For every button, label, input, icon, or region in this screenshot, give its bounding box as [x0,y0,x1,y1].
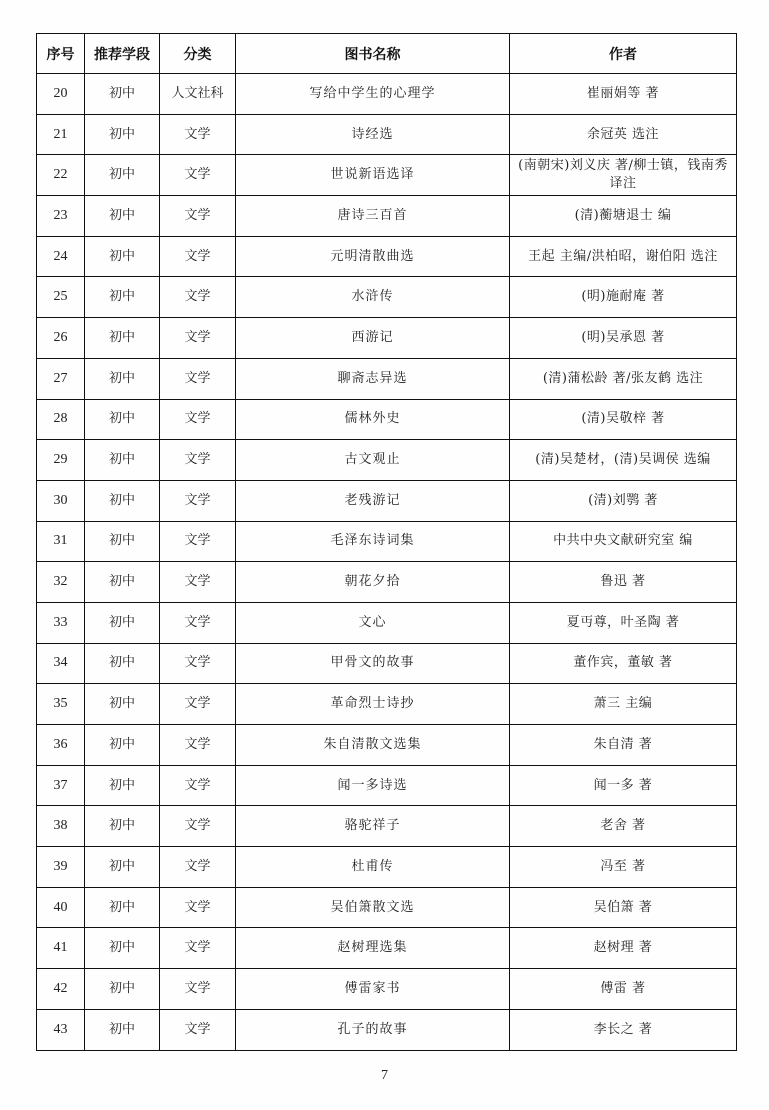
cell-author: (清)蒲松龄 著/张友鹤 选注 [510,358,737,399]
cell-stage: 初中 [85,562,160,603]
cell-book-title: 革命烈士诗抄 [236,684,510,725]
cell-number: 28 [37,399,85,440]
cell-book-title: 世说新语选译 [236,155,510,196]
cell-category: 文学 [160,114,236,155]
cell-category: 人文社科 [160,74,236,115]
cell-stage: 初中 [85,725,160,766]
cell-author: 余冠英 选注 [510,114,737,155]
cell-stage: 初中 [85,318,160,359]
cell-category: 文学 [160,969,236,1010]
cell-number: 33 [37,602,85,643]
cell-stage: 初中 [85,440,160,481]
cell-category: 文学 [160,847,236,888]
cell-category: 文学 [160,1009,236,1050]
table-row [37,74,737,115]
cell-category: 文学 [160,521,236,562]
cell-category: 文学 [160,358,236,399]
cell-author: 王起 主编/洪柏昭，谢伯阳 选注 [510,236,737,277]
cell-book-title: 文心 [236,602,510,643]
cell-category: 文学 [160,155,236,196]
table-row [37,806,737,847]
table-row [37,358,737,399]
cell-author: 崔丽娟等 著 [510,74,737,115]
cell-number: 40 [37,887,85,928]
cell-category: 文学 [160,277,236,318]
cell-number: 36 [37,725,85,766]
cell-book-title: 孔子的故事 [236,1009,510,1050]
cell-stage: 初中 [85,602,160,643]
cell-number: 26 [37,318,85,359]
cell-stage: 初中 [85,74,160,115]
cell-number: 42 [37,969,85,1010]
cell-stage: 初中 [85,1009,160,1050]
cell-book-title: 赵树理选集 [236,928,510,969]
cell-stage: 初中 [85,643,160,684]
cell-author: 董作宾，董敏 著 [510,643,737,684]
cell-author: (清)吴敬梓 著 [510,399,737,440]
cell-category: 文学 [160,196,236,237]
cell-number: 24 [37,236,85,277]
cell-book-title: 水浒传 [236,277,510,318]
cell-category: 文学 [160,765,236,806]
cell-stage: 初中 [85,277,160,318]
table-body [37,74,737,1051]
cell-book-title: 闻一多诗选 [236,765,510,806]
cell-category: 文学 [160,562,236,603]
cell-category: 文学 [160,399,236,440]
cell-number: 35 [37,684,85,725]
cell-stage: 初中 [85,847,160,888]
page-number: 7 [381,1068,388,1083]
cell-book-title: 傅雷家书 [236,969,510,1010]
table-row [37,887,737,928]
cell-stage: 初中 [85,928,160,969]
table-row [37,440,737,481]
cell-stage: 初中 [85,155,160,196]
header-title: 图书名称 [236,34,510,74]
cell-number: 23 [37,196,85,237]
cell-category: 文学 [160,643,236,684]
cell-category: 文学 [160,236,236,277]
cell-stage: 初中 [85,887,160,928]
cell-category: 文学 [160,725,236,766]
cell-number: 43 [37,1009,85,1050]
cell-book-title: 古文观止 [236,440,510,481]
cell-stage: 初中 [85,358,160,399]
table-row [37,725,737,766]
cell-number: 21 [37,114,85,155]
cell-book-title: 骆驼祥子 [236,806,510,847]
table-row [37,602,737,643]
cell-number: 27 [37,358,85,399]
table-row [37,1009,737,1050]
header-stage: 推荐学段 [85,34,160,74]
cell-stage: 初中 [85,196,160,237]
cell-book-title: 甲骨文的故事 [236,643,510,684]
cell-stage: 初中 [85,521,160,562]
header-category: 分类 [160,34,236,74]
cell-stage: 初中 [85,480,160,521]
cell-stage: 初中 [85,114,160,155]
cell-category: 文学 [160,887,236,928]
cell-author: 中共中央文献研究室 编 [510,521,737,562]
cell-category: 文学 [160,806,236,847]
cell-author: 朱自清 著 [510,725,737,766]
table-row [37,277,737,318]
cell-number: 34 [37,643,85,684]
table-row [37,847,737,888]
cell-book-title: 唐诗三百首 [236,196,510,237]
cell-number: 30 [37,480,85,521]
cell-number: 37 [37,765,85,806]
cell-book-title: 老残游记 [236,480,510,521]
cell-author: 萧三 主编 [510,684,737,725]
cell-author: 李长之 著 [510,1009,737,1050]
header-number: 序号 [37,34,85,74]
cell-author: (清)吴楚材，(清)吴调侯 选编 [510,440,737,481]
cell-number: 32 [37,562,85,603]
table-row [37,480,737,521]
cell-number: 22 [37,155,85,196]
cell-book-title: 杜甫传 [236,847,510,888]
cell-author: 夏丏尊，叶圣陶 著 [510,602,737,643]
table-row [37,114,737,155]
cell-number: 25 [37,277,85,318]
cell-author: (清)刘鹗 著 [510,480,737,521]
cell-number: 38 [37,806,85,847]
table-row [37,399,737,440]
cell-stage: 初中 [85,806,160,847]
cell-book-title: 元明清散曲选 [236,236,510,277]
cell-stage: 初中 [85,765,160,806]
cell-stage: 初中 [85,399,160,440]
cell-book-title: 吴伯箫散文选 [236,887,510,928]
cell-book-title: 朱自清散文选集 [236,725,510,766]
cell-stage: 初中 [85,236,160,277]
cell-number: 39 [37,847,85,888]
cell-stage: 初中 [85,684,160,725]
table-row [37,684,737,725]
cell-author: 吴伯箫 著 [510,887,737,928]
cell-category: 文学 [160,928,236,969]
header-author: 作者 [510,34,737,74]
cell-book-title: 写给中学生的心理学 [236,74,510,115]
cell-author: (明)吴承恩 著 [510,318,737,359]
table-row [37,562,737,603]
cell-number: 29 [37,440,85,481]
cell-author: 老舍 著 [510,806,737,847]
cell-stage: 初中 [85,969,160,1010]
cell-category: 文学 [160,684,236,725]
cell-author: (清)蘅塘退士 编 [510,196,737,237]
cell-category: 文学 [160,602,236,643]
cell-author: 赵树理 著 [510,928,737,969]
cell-book-title: 儒林外史 [236,399,510,440]
table-row [37,643,737,684]
cell-author: 闻一多 著 [510,765,737,806]
table-row [37,765,737,806]
cell-book-title: 诗经选 [236,114,510,155]
cell-number: 20 [37,74,85,115]
cell-author: 鲁迅 著 [510,562,737,603]
cell-number: 41 [37,928,85,969]
cell-book-title: 毛泽东诗词集 [236,521,510,562]
table-row [37,928,737,969]
table-header-row [37,34,737,74]
cell-book-title: 朝花夕拾 [236,562,510,603]
cell-author: 傅雷 著 [510,969,737,1010]
cell-number: 31 [37,521,85,562]
table-row [37,969,737,1010]
cell-category: 文学 [160,440,236,481]
cell-author: (明)施耐庵 著 [510,277,737,318]
cell-book-title: 聊斋志异选 [236,358,510,399]
cell-author: 冯至 著 [510,847,737,888]
table-row [37,155,737,196]
cell-category: 文学 [160,480,236,521]
book-list-table [36,33,737,1051]
cell-author: (南朝宋)刘义庆 著/柳士镇，钱南秀 译注 [510,155,737,196]
table-row [37,521,737,562]
table-row [37,236,737,277]
table-row [37,196,737,237]
table-row [37,318,737,359]
cell-category: 文学 [160,318,236,359]
cell-book-title: 西游记 [236,318,510,359]
